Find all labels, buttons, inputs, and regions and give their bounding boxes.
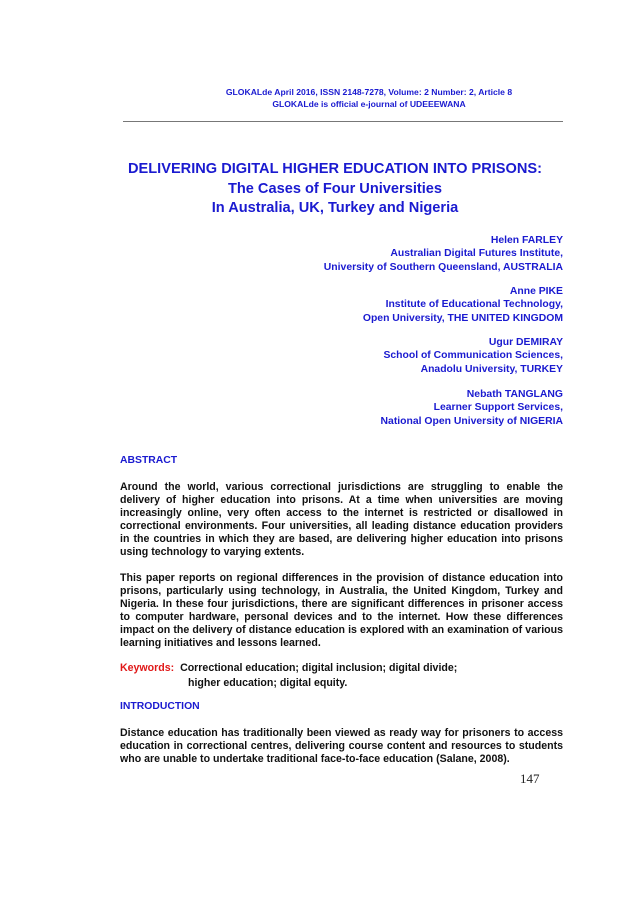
author-affiliation: Open University, THE UNITED KINGDOM <box>362 312 563 324</box>
author-affiliation: National Open University of NIGERIA <box>380 415 563 427</box>
keywords <box>120 661 457 690</box>
keywords-line-1: Correctional education; digital inclusion; digital divide; <box>180 662 458 674</box>
keywords-line-2: higher education; digital equity. <box>188 676 348 689</box>
abstract-paragraph-2: This paper reports on regional differences in the provision of distance education into prisons, particularly using technology, in Australia, the United Kingdom, Turkey and Nigeria. In these four jurisdictions, there are significant differences in prisoner access to computer hardware, personal devices and to the internet. How these differences impact on the delivery of distance education is explored with an examination of various learning initiatives and lessons learned. <box>120 572 563 650</box>
author-block <box>383 336 563 376</box>
journal-header <box>120 86 563 110</box>
author-block <box>381 388 563 428</box>
author-affiliation: Anadolu University, TURKEY <box>420 363 563 375</box>
author-block <box>324 234 563 274</box>
author-affiliation: Learner Support Services, <box>433 402 563 414</box>
title-line-2: The Cases of Four Universities <box>227 180 443 197</box>
author-name: Helen FARLEY <box>490 235 563 246</box>
title-line-3: In Australia, UK, Turkey and Nigeria <box>211 200 459 216</box>
header-line-2: GLOKALde is official e-journal of UDEEEWANA <box>272 99 466 109</box>
author-affiliation: School of Communication Sciences, <box>383 350 563 362</box>
title-line-1: DELIVERING DIGITAL HIGHER EDUCATION INTO PRISONS: <box>127 161 543 177</box>
header-divider <box>123 121 563 122</box>
abstract-paragraph-1: Around the world, various correctional jurisdictions are struggling to enable the delivery of higher education into prisons. At a time when universities are moving increasingly online, very often access to the internet is restricted or disallowed in correctional environments. Four universities, all leading distance education providers in the countries in which they are based, are delivering higher education into prisons using technology to varying extents. <box>120 481 563 559</box>
page-number: 147 <box>520 771 540 786</box>
author-name: Nebath TANGLANG <box>466 389 563 400</box>
author-name: Anne PIKE <box>509 286 563 297</box>
author-affiliation: Australian Digital Futures Institute, <box>390 248 563 260</box>
abstract-heading: ABSTRACT <box>120 455 178 466</box>
header-line-1: GLOKALde April 2016, ISSN 2148-7278, Volume: 2 Number: 2, Article 8 <box>225 87 513 97</box>
author-affiliation: University of Southern Queensland, AUSTRALIA <box>323 261 563 273</box>
author-affiliation: Institute of Educational Technology, <box>385 299 563 311</box>
keywords-label: Keywords: <box>120 662 175 674</box>
introduction-paragraph: Distance education has traditionally been viewed as ready way for prisoners to access education in correctional centres, delivering course content and resources to students who are unable to undertake traditional face-to-face education (Salane, 2008). <box>120 727 563 766</box>
author-block <box>363 285 563 325</box>
introduction-heading: INTRODUCTION <box>120 701 200 712</box>
paper-title <box>100 160 570 219</box>
author-name: Ugur DEMIRAY <box>488 337 563 348</box>
